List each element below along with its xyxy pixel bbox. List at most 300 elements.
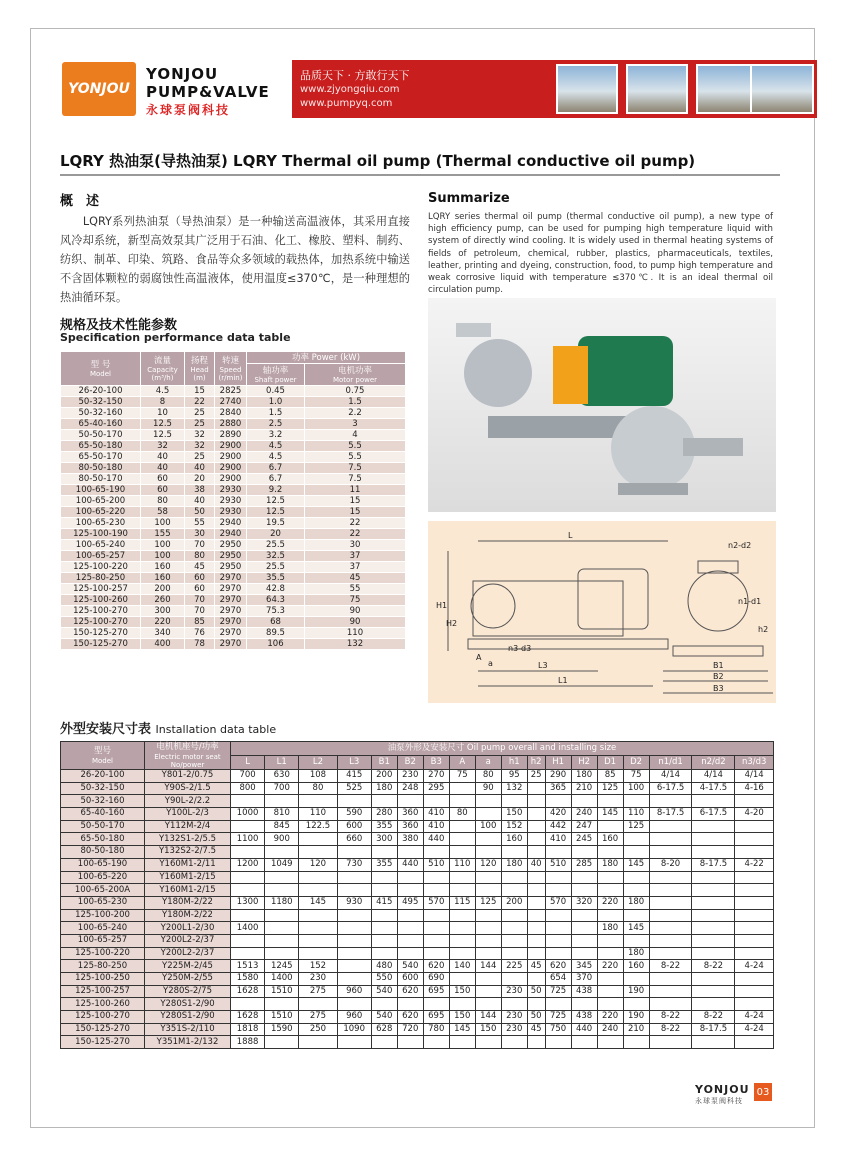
table-row	[61, 998, 774, 1011]
table-cell: 89.5	[247, 628, 305, 639]
table-cell	[501, 998, 527, 1011]
table-cell	[449, 1036, 475, 1049]
website-link-1[interactable]: www.zjyongqiu.com	[300, 84, 400, 95]
table-cell: 100-65-220	[61, 871, 145, 884]
table-cell: 132	[501, 782, 527, 795]
table-cell	[623, 795, 649, 808]
table-cell: 480	[371, 960, 397, 973]
table-cell: 247	[571, 820, 597, 833]
table-cell: 180	[597, 922, 623, 935]
table-cell	[649, 833, 692, 846]
table-cell: 230	[299, 973, 337, 986]
table-cell: 90	[305, 617, 406, 628]
table-cell	[475, 998, 501, 1011]
table-row	[61, 985, 774, 998]
table-cell: 4	[305, 430, 406, 441]
table-cell: 9.2	[247, 485, 305, 496]
table-cell: 100-65-257	[61, 934, 145, 947]
table-cell: 40	[185, 463, 215, 474]
table-cell	[735, 1036, 774, 1049]
table-cell	[527, 1036, 545, 1049]
col-dim: H2	[571, 756, 597, 770]
table-cell: Y160M1-2/15	[145, 871, 231, 884]
table-cell	[501, 922, 527, 935]
table-cell: 2970	[215, 584, 247, 595]
table-cell: 245	[571, 833, 597, 846]
col-power: 功率 Power (kW)	[247, 352, 406, 364]
website-link-2[interactable]: www.pumpyq.com	[300, 98, 393, 109]
table-cell	[735, 846, 774, 859]
table-cell	[231, 846, 265, 859]
table-cell: 40	[185, 496, 215, 507]
table-cell: 160	[141, 573, 185, 584]
header-photo-4	[750, 64, 814, 114]
table-row	[61, 419, 406, 430]
table-cell: 8-17.5	[649, 808, 692, 821]
table-cell: 720	[397, 1023, 423, 1036]
table-row	[61, 441, 406, 452]
table-cell	[623, 884, 649, 897]
table-cell: 440	[397, 858, 423, 871]
table-cell: 1590	[265, 1023, 299, 1036]
table-row	[61, 507, 406, 518]
table-row	[61, 884, 774, 897]
table-cell: 1513	[231, 960, 265, 973]
table-cell: 1049	[265, 858, 299, 871]
table-cell	[692, 884, 735, 897]
table-cell: 6-17.5	[649, 782, 692, 795]
overview-heading-cn: 概 述	[60, 194, 100, 209]
table-cell: 26-20-100	[61, 770, 145, 783]
table-cell	[337, 947, 371, 960]
table-cell	[597, 846, 623, 859]
table-cell	[449, 833, 475, 846]
table-cell	[597, 795, 623, 808]
table-cell: 210	[623, 1023, 649, 1036]
spec-heading-en: Specification performance data table	[60, 331, 291, 344]
table-cell: 50-32-160	[61, 408, 141, 419]
table-cell: 750	[545, 1023, 571, 1036]
table-cell	[527, 947, 545, 960]
table-cell	[423, 795, 449, 808]
table-cell: 230	[501, 1023, 527, 1036]
table-cell: 360	[397, 820, 423, 833]
table-cell	[597, 884, 623, 897]
table-cell: 180	[597, 858, 623, 871]
table-cell: 85	[185, 617, 215, 628]
dim-B1: B1	[713, 661, 724, 670]
table-cell: 100-65-257	[61, 551, 141, 562]
table-cell: 110	[305, 628, 406, 639]
table-cell: 32	[185, 430, 215, 441]
table-cell	[337, 934, 371, 947]
table-cell: 125-100-190	[61, 529, 141, 540]
table-cell	[371, 1036, 397, 1049]
table-cell: 1100	[231, 833, 265, 846]
table-cell: 110	[299, 808, 337, 821]
table-cell: 25	[527, 770, 545, 783]
spec-heading-cn: 规格及技术性能参数	[60, 318, 178, 333]
table-cell	[231, 909, 265, 922]
table-cell: 25.5	[247, 540, 305, 551]
table-cell: 0.75	[305, 386, 406, 397]
table-row	[61, 973, 774, 986]
table-cell: Y160M1-2/11	[145, 858, 231, 871]
table-cell: 1000	[231, 808, 265, 821]
table-cell	[597, 820, 623, 833]
table-row	[61, 408, 406, 419]
table-cell	[597, 985, 623, 998]
table-cell: 8-22	[649, 960, 692, 973]
table-cell: Y801-2/0.75	[145, 770, 231, 783]
table-cell: Y280S1-2/90	[145, 998, 231, 1011]
table-cell: 60	[141, 485, 185, 496]
col-overall: 油泵外形及安装尺寸 Oil pump overall and installing size	[231, 742, 774, 756]
table-cell	[449, 973, 475, 986]
table-cell: 240	[571, 808, 597, 821]
table-row	[61, 518, 406, 529]
table-cell	[649, 896, 692, 909]
table-cell	[527, 846, 545, 859]
table-cell	[397, 934, 423, 947]
table-cell	[692, 846, 735, 859]
table-cell: 540	[371, 1011, 397, 1024]
table-cell	[623, 934, 649, 947]
table-cell	[501, 934, 527, 947]
table-cell: 95	[501, 770, 527, 783]
table-cell: Y112M-2/4	[145, 820, 231, 833]
table-row	[61, 485, 406, 496]
table-cell: 110	[449, 858, 475, 871]
table-cell	[501, 871, 527, 884]
table-row	[61, 922, 774, 935]
table-cell: 6-17.5	[692, 808, 735, 821]
table-cell: 60	[141, 474, 185, 485]
table-row	[61, 960, 774, 973]
table-cell: 275	[299, 1011, 337, 1024]
table-cell: 200	[141, 584, 185, 595]
table-cell	[692, 896, 735, 909]
col-dim: L3	[337, 756, 371, 770]
table-cell: 190	[623, 1011, 649, 1024]
table-cell	[571, 934, 597, 947]
table-cell	[501, 795, 527, 808]
table-cell: 80	[299, 782, 337, 795]
table-cell: 120	[299, 858, 337, 871]
col-shaft-power: 轴功率 Shaft power	[247, 364, 305, 386]
table-cell: 5.5	[305, 441, 406, 452]
table-cell	[735, 947, 774, 960]
table-cell: 300	[141, 606, 185, 617]
table-cell: 190	[623, 985, 649, 998]
table-cell: 32.5	[247, 551, 305, 562]
table-cell: 1888	[231, 1036, 265, 1049]
table-cell: 220	[141, 617, 185, 628]
col-dim: a	[475, 756, 501, 770]
table-cell: 64.3	[247, 595, 305, 606]
table-cell	[597, 998, 623, 1011]
table-cell	[692, 973, 735, 986]
table-cell	[475, 909, 501, 922]
table-cell	[527, 808, 545, 821]
table-cell: Y180M-2/22	[145, 909, 231, 922]
table-cell	[623, 846, 649, 859]
table-cell: 220	[597, 896, 623, 909]
table-row	[61, 540, 406, 551]
table-cell: 50-32-150	[61, 397, 141, 408]
table-cell: 75	[449, 770, 475, 783]
table-cell: 70	[185, 595, 215, 606]
table-cell	[692, 833, 735, 846]
table-row	[61, 808, 774, 821]
table-cell	[449, 922, 475, 935]
table-cell: 100	[623, 782, 649, 795]
table-cell	[265, 947, 299, 960]
header-photo-2	[626, 64, 688, 114]
table-cell	[265, 795, 299, 808]
table-cell: 370	[571, 973, 597, 986]
table-cell: 2970	[215, 639, 247, 650]
table-cell: 80	[475, 770, 501, 783]
table-cell: 32	[185, 441, 215, 452]
col-dim: L1	[265, 756, 299, 770]
table-cell	[475, 833, 501, 846]
table-cell	[337, 973, 371, 986]
table-cell: 4-24	[735, 1011, 774, 1024]
table-cell	[265, 1036, 299, 1049]
table-cell: 30	[185, 529, 215, 540]
table-cell	[337, 909, 371, 922]
table-cell: 25.5	[247, 562, 305, 573]
table-cell: Y132S1-2/5.5	[145, 833, 231, 846]
table-cell	[623, 973, 649, 986]
table-cell	[299, 922, 337, 935]
table-cell: 440	[571, 1023, 597, 1036]
table-cell: 4/14	[692, 770, 735, 783]
table-cell: 50-32-160	[61, 795, 145, 808]
table-cell: 275	[299, 985, 337, 998]
table-cell: 115	[449, 896, 475, 909]
table-row	[61, 820, 774, 833]
table-cell	[649, 998, 692, 1011]
table-cell	[545, 795, 571, 808]
table-cell	[475, 884, 501, 897]
table-row	[61, 617, 406, 628]
table-cell	[371, 884, 397, 897]
table-row	[61, 782, 774, 795]
table-cell	[371, 947, 397, 960]
table-cell: 90	[475, 782, 501, 795]
table-cell	[475, 985, 501, 998]
table-cell: 125-100-270	[61, 617, 141, 628]
table-cell: 290	[545, 770, 571, 783]
table-cell: Y351M1-2/132	[145, 1036, 231, 1049]
table-cell: 700	[231, 770, 265, 783]
table-cell	[692, 795, 735, 808]
table-cell: 1245	[265, 960, 299, 973]
table-cell	[475, 934, 501, 947]
header-photo-3	[696, 64, 758, 114]
table-cell: 365	[545, 782, 571, 795]
table-cell	[397, 1036, 423, 1049]
table-cell: 1510	[265, 985, 299, 998]
table-row	[61, 529, 406, 540]
table-cell: 2970	[215, 628, 247, 639]
table-cell: 60	[185, 573, 215, 584]
table-cell	[545, 909, 571, 922]
table-row	[61, 430, 406, 441]
table-cell	[501, 846, 527, 859]
table-cell	[337, 884, 371, 897]
table-cell	[299, 833, 337, 846]
table-cell: 80	[185, 551, 215, 562]
table-cell: 600	[397, 973, 423, 986]
table-cell: 6.7	[247, 463, 305, 474]
table-cell	[735, 795, 774, 808]
table-cell	[265, 846, 299, 859]
table-cell: 68	[247, 617, 305, 628]
table-cell	[692, 934, 735, 947]
table-cell: 4-17.5	[692, 782, 735, 795]
table-cell: 5.5	[305, 452, 406, 463]
table-cell: 2930	[215, 485, 247, 496]
table-cell	[231, 795, 265, 808]
slogan: 品质天下 · 方敢行天下	[300, 69, 410, 82]
table-cell	[475, 846, 501, 859]
table-cell: 10	[141, 408, 185, 419]
table-cell	[475, 1036, 501, 1049]
table-cell	[449, 782, 475, 795]
table-cell	[475, 808, 501, 821]
table-cell	[371, 846, 397, 859]
table-cell: 1300	[231, 896, 265, 909]
table-cell: 152	[501, 820, 527, 833]
table-cell	[371, 909, 397, 922]
table-cell: 30	[305, 540, 406, 551]
table-cell: 106	[247, 639, 305, 650]
table-row	[61, 562, 406, 573]
page-number: 03	[754, 1083, 772, 1101]
table-cell	[371, 871, 397, 884]
table-cell: 12.5	[141, 430, 185, 441]
table-cell: 2900	[215, 441, 247, 452]
table-cell: 120	[475, 858, 501, 871]
col-dim: h1	[501, 756, 527, 770]
dim-A: A	[476, 653, 482, 662]
table-cell: 50	[527, 1011, 545, 1024]
table-cell: 125-100-200	[61, 909, 145, 922]
table-cell: 380	[397, 833, 423, 846]
table-cell: Y100L-2/3	[145, 808, 231, 821]
table-cell: 4-24	[735, 1023, 774, 1036]
table-cell: Y200L2-2/37	[145, 934, 231, 947]
table-cell: 620	[423, 960, 449, 973]
table-cell: 125-100-270	[61, 606, 141, 617]
table-row	[61, 1036, 774, 1049]
table-cell: Y180M-2/22	[145, 896, 231, 909]
table-cell: 4/14	[649, 770, 692, 783]
dim-L3: L3	[538, 661, 548, 670]
col-capacity: 流量 Capacity (m³/h)	[141, 352, 185, 386]
table-cell	[649, 985, 692, 998]
table-cell	[475, 871, 501, 884]
table-cell: Y200L2-2/37	[145, 947, 231, 960]
table-cell	[597, 1036, 623, 1049]
table-cell: 2970	[215, 606, 247, 617]
col-dim: n2/d2	[692, 756, 735, 770]
table-cell: 1200	[231, 858, 265, 871]
header-photo-1	[556, 64, 618, 114]
table-cell	[423, 934, 449, 947]
table-cell: 144	[475, 960, 501, 973]
table-cell: 145	[623, 922, 649, 935]
table-cell: 525	[337, 782, 371, 795]
table-cell	[337, 1036, 371, 1049]
table-row	[61, 595, 406, 606]
table-cell	[527, 795, 545, 808]
dim-n3d3: n3-d3	[508, 644, 532, 653]
table-cell: 8-20	[649, 858, 692, 871]
table-cell: 8-17.5	[692, 858, 735, 871]
table-cell: 45	[527, 1023, 545, 1036]
table-cell	[397, 998, 423, 1011]
table-cell: 100-65-240	[61, 540, 141, 551]
table-cell: 260	[141, 595, 185, 606]
table-cell: Y250M-2/55	[145, 973, 231, 986]
table-cell: 628	[371, 1023, 397, 1036]
table-cell	[299, 934, 337, 947]
table-cell: 410	[545, 833, 571, 846]
table-cell	[527, 833, 545, 846]
table-cell	[649, 1036, 692, 1049]
table-cell: 510	[423, 858, 449, 871]
table-cell	[475, 947, 501, 960]
table-cell: 2950	[215, 562, 247, 573]
title-divider	[60, 174, 780, 176]
table-cell	[545, 947, 571, 960]
col-dim: B3	[423, 756, 449, 770]
dim-n1d1: n1-d1	[738, 597, 762, 606]
footer-brand: YONJOU	[695, 1083, 750, 1096]
table-cell: Y90L-2/2.2	[145, 795, 231, 808]
table-cell: 60	[185, 584, 215, 595]
table-cell	[397, 795, 423, 808]
table-cell: 150	[501, 808, 527, 821]
col-motor: 电机机座号/功率 Electric motor seat No/power	[145, 742, 231, 770]
table-cell	[623, 1036, 649, 1049]
table-cell	[623, 998, 649, 1011]
table-cell: 37	[305, 551, 406, 562]
table-row	[61, 628, 406, 639]
table-cell: 50-50-170	[61, 430, 141, 441]
table-cell: 80-50-180	[61, 463, 141, 474]
table-cell: 100	[475, 820, 501, 833]
table-cell: 20	[185, 474, 215, 485]
table-cell: 6.7	[247, 474, 305, 485]
table-cell: 590	[337, 808, 371, 821]
table-cell: 2950	[215, 551, 247, 562]
table-cell	[397, 846, 423, 859]
table-cell	[527, 973, 545, 986]
table-cell: 570	[423, 896, 449, 909]
table-cell: 725	[545, 1011, 571, 1024]
table-cell: 145	[597, 808, 623, 821]
table-cell	[423, 909, 449, 922]
table-cell: 150	[449, 985, 475, 998]
table-cell	[571, 909, 597, 922]
col-dim: H1	[545, 756, 571, 770]
table-cell: Y225M-2/45	[145, 960, 231, 973]
